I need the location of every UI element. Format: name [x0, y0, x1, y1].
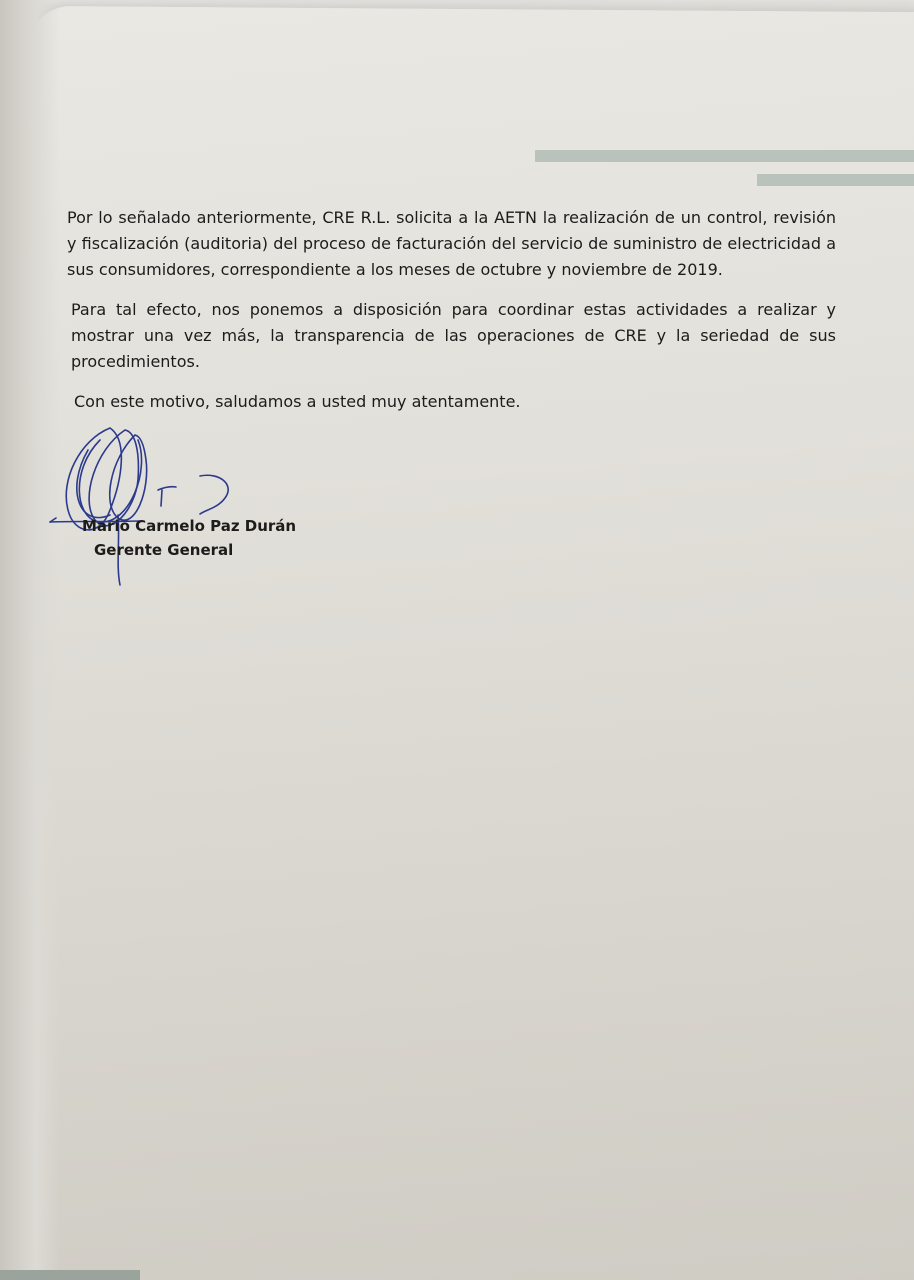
paragraph-availability: Para tal efecto, nos ponemos a disposición para coordinar estas actividades a realizar y mostrar una vez más, la transparencia de las operaciones de CRE y la seriedad de sus procedimientos.	[71, 300, 836, 371]
signature-block	[82, 514, 296, 562]
bottom-edge-strip	[0, 1270, 140, 1280]
signatory-title: Gerente General	[94, 541, 234, 559]
handwritten-signature	[40, 410, 260, 595]
paragraph-request: Por lo señalado anteriormente, CRE R.L. solicita a la AETN la realización de un control, revisión y fiscalización (auditoria) del proceso de facturación del servicio de suministro de electricidad a sus consumidores, correspondiente a los meses de octubre y noviembre de 2019.	[67, 208, 836, 279]
letterhead-bar-bottom	[757, 174, 914, 186]
page-left-edge	[0, 0, 60, 1280]
letter-body	[66, 205, 836, 429]
paragraph-closing: Con este motivo, saludamos a usted muy atentamente.	[74, 392, 521, 411]
letterhead-bar-top	[535, 150, 914, 162]
signatory-name: Mario Carmelo Paz Durán	[82, 517, 297, 535]
